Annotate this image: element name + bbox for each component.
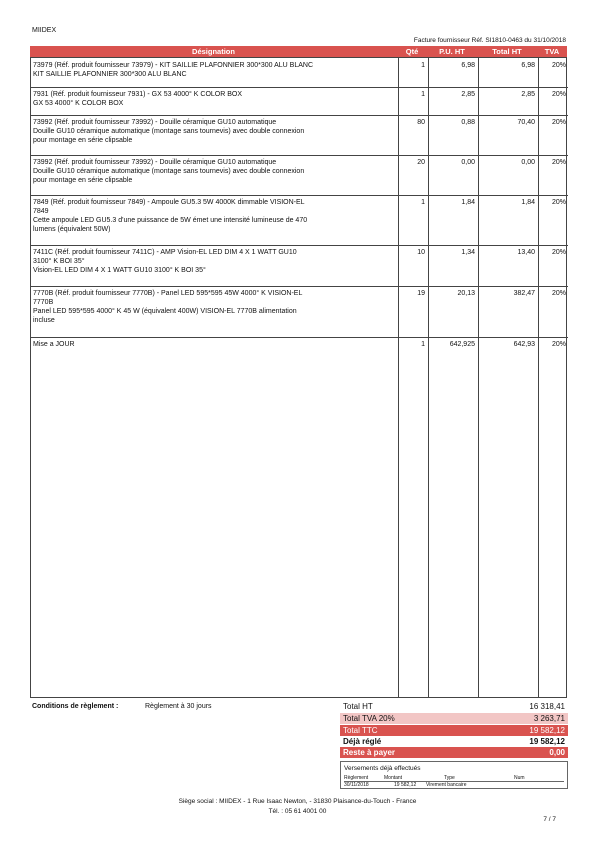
table-row <box>31 337 568 699</box>
designation-line: 7411C (Réf. produit fournisseur 7411C) - AMP Vision-EL LED DIM 4 X 1 WATT GU10 <box>33 249 297 256</box>
reste-row <box>340 747 568 758</box>
row-qte: 19 <box>417 290 425 297</box>
footer-address: Siège social : MIIDEX - 1 Rue Isaac Newton, - 31830 Plaisance-du-Touch - France <box>178 798 417 805</box>
header-tva: TVA <box>544 47 560 56</box>
versements-box <box>340 761 568 789</box>
table-row <box>31 155 568 196</box>
header-designation: Désignation <box>192 47 235 56</box>
row-unit-price: 642,925 <box>449 341 475 348</box>
designation-line: pour montage en série clipsable <box>33 177 133 184</box>
row-designation <box>33 289 395 325</box>
row-tva: 20% <box>551 62 566 69</box>
conditions-label: Conditions de règlement : <box>32 703 119 710</box>
row-qte: 1 <box>421 91 425 98</box>
vers-type: Virement bancaire <box>426 782 467 788</box>
versements-title: Versements déjà effectués <box>344 765 421 772</box>
designation-line: GX 53 4000° K COLOR BOX <box>33 100 124 107</box>
total-tva-label: Total TVA 20% <box>343 714 395 723</box>
row-tva: 20% <box>551 91 566 98</box>
header-total: Total HT <box>492 47 522 56</box>
deja-regle-value: 19 582,12 <box>529 737 565 746</box>
row-designation <box>33 340 395 349</box>
vers-montant: 19 582,12 <box>394 782 417 788</box>
row-qte: 1 <box>421 62 425 69</box>
row-designation <box>33 248 395 275</box>
total-tva-value: 3 263,71 <box>533 714 565 723</box>
designation-line: 7931 (Réf. produit fournisseur 7931) - GX 53 4000° K COLOR BOX <box>33 91 243 98</box>
table-row <box>31 115 568 156</box>
row-unit-price: 0,00 <box>461 159 475 166</box>
vers-header-type: Type <box>444 775 455 781</box>
designation-line: 73979 (Réf. produit fournisseur 73979) - KIT SAILLIE PLAFONNIER 300*300 ALU BLANC <box>33 62 314 69</box>
designation-line: Douille GU10 céramique automatique (montage sans tournevis) avec double connexion <box>33 168 305 175</box>
row-total: 642,93 <box>513 341 535 348</box>
invoice-reference: Facture fournisseur Réf. SI1810-0463 du 31/10/2018 <box>413 37 566 44</box>
page-number: 7 / 7 <box>543 816 556 823</box>
table-header <box>30 46 567 57</box>
row-tva: 20% <box>551 341 566 348</box>
designation-line: Panel LED 595*595 4000° K 45 W (équivalent 400W) VISION-EL 7770B alimentation <box>33 308 297 315</box>
row-unit-price: 6,98 <box>461 62 475 69</box>
row-qte: 1 <box>421 199 425 206</box>
row-unit-price: 0,88 <box>461 119 475 126</box>
row-tva: 20% <box>551 249 566 256</box>
row-unit-price: 2,85 <box>461 91 475 98</box>
designation-line: Vision-EL LED DIM 4 X 1 WATT GU10 3100° K BOI 35° <box>33 267 206 274</box>
total-ttc-value: 19 582,12 <box>529 726 565 735</box>
total-tva-row <box>340 713 568 724</box>
designation-line: Douille GU10 céramique automatique (montage sans tournevis) avec double connexion <box>33 128 305 135</box>
designation-line: 73992 (Réf. produit fournisseur 73992) - Douille céramique GU10 automatique <box>33 119 277 126</box>
versements-row <box>344 782 564 788</box>
deja-regle-label: Déjà réglé <box>343 737 382 746</box>
designation-line: lumens (équivalent 50W) <box>33 226 111 233</box>
vers-header-reglement: Règlement <box>344 775 369 781</box>
total-ttc-row <box>340 725 568 736</box>
row-designation <box>33 118 395 145</box>
row-designation <box>33 158 395 185</box>
designation-line: KIT SAILLIE PLAFONNIER 300*300 ALU BLANC <box>33 71 187 78</box>
row-designation <box>33 90 395 108</box>
designation-line: 7770B <box>33 299 54 306</box>
invoice-table <box>30 57 567 698</box>
row-total: 13,40 <box>517 249 535 256</box>
table-row <box>31 58 568 88</box>
row-total: 1,84 <box>521 199 535 206</box>
header-pu: P.U. HT <box>439 47 465 56</box>
vers-date: 30/11/2018 <box>344 782 369 788</box>
designation-line: 3100° K BOI 35° <box>33 258 85 265</box>
designation-line: 73992 (Réf. produit fournisseur 73992) - Douille céramique GU10 automatique <box>33 159 277 166</box>
designation-line: 7770B (Réf. produit fournisseur 7770B) - Panel LED 595*595 45W 4000° K VISION-EL <box>33 290 303 297</box>
designation-line: incluse <box>33 317 55 324</box>
designation-line: Mise a JOUR <box>33 341 75 348</box>
row-total: 2,85 <box>521 91 535 98</box>
reste-value: 0,00 <box>549 748 565 757</box>
total-ht-row <box>340 701 568 712</box>
row-total: 6,98 <box>521 62 535 69</box>
row-tva: 20% <box>551 119 566 126</box>
row-unit-price: 20,13 <box>457 290 475 297</box>
conditions-value: Règlement à 30 jours <box>145 703 212 710</box>
row-designation <box>33 198 395 234</box>
header-qte: Qté <box>405 47 419 56</box>
row-unit-price: 1,34 <box>461 249 475 256</box>
row-qte: 20 <box>417 159 425 166</box>
total-ttc-label: Total TTC <box>343 726 378 735</box>
row-tva: 20% <box>551 199 566 206</box>
table-row <box>31 195 568 246</box>
versements-header <box>344 775 564 782</box>
deja-regle-row <box>340 736 568 747</box>
designation-line: pour montage en série clipsable <box>33 137 133 144</box>
row-total: 382,47 <box>513 290 535 297</box>
row-designation <box>33 61 395 79</box>
row-qte: 80 <box>417 119 425 126</box>
reste-label: Reste à payer <box>343 748 396 757</box>
row-tva: 20% <box>551 290 566 297</box>
total-ht-value: 16 318,41 <box>529 702 565 711</box>
designation-line: 7849 (Réf. produit fournisseur 7849) - Ampoule GU5.3 5W 4000K dimmable VISION-EL <box>33 199 305 206</box>
row-qte: 10 <box>417 249 425 256</box>
vers-header-montant: Montant <box>384 775 403 781</box>
designation-line: Cette ampoule LED GU5.3 d'une puissance de 5W émet une intensité lumineuse de 470 <box>33 217 308 224</box>
table-row <box>31 286 568 338</box>
row-total: 70,40 <box>517 119 535 126</box>
company-name: MIIDEX <box>32 27 57 34</box>
designation-line: 7849 <box>33 208 49 215</box>
row-tva: 20% <box>551 159 566 166</box>
vers-header-num: Num <box>514 775 525 781</box>
table-row <box>31 87 568 116</box>
total-ht-label: Total HT <box>343 702 373 711</box>
row-unit-price: 1,84 <box>461 199 475 206</box>
row-qte: 1 <box>421 341 425 348</box>
row-total: 0,00 <box>521 159 535 166</box>
table-row <box>31 245 568 287</box>
footer-phone: Tél. : 05 61 4001 00 <box>268 808 327 815</box>
